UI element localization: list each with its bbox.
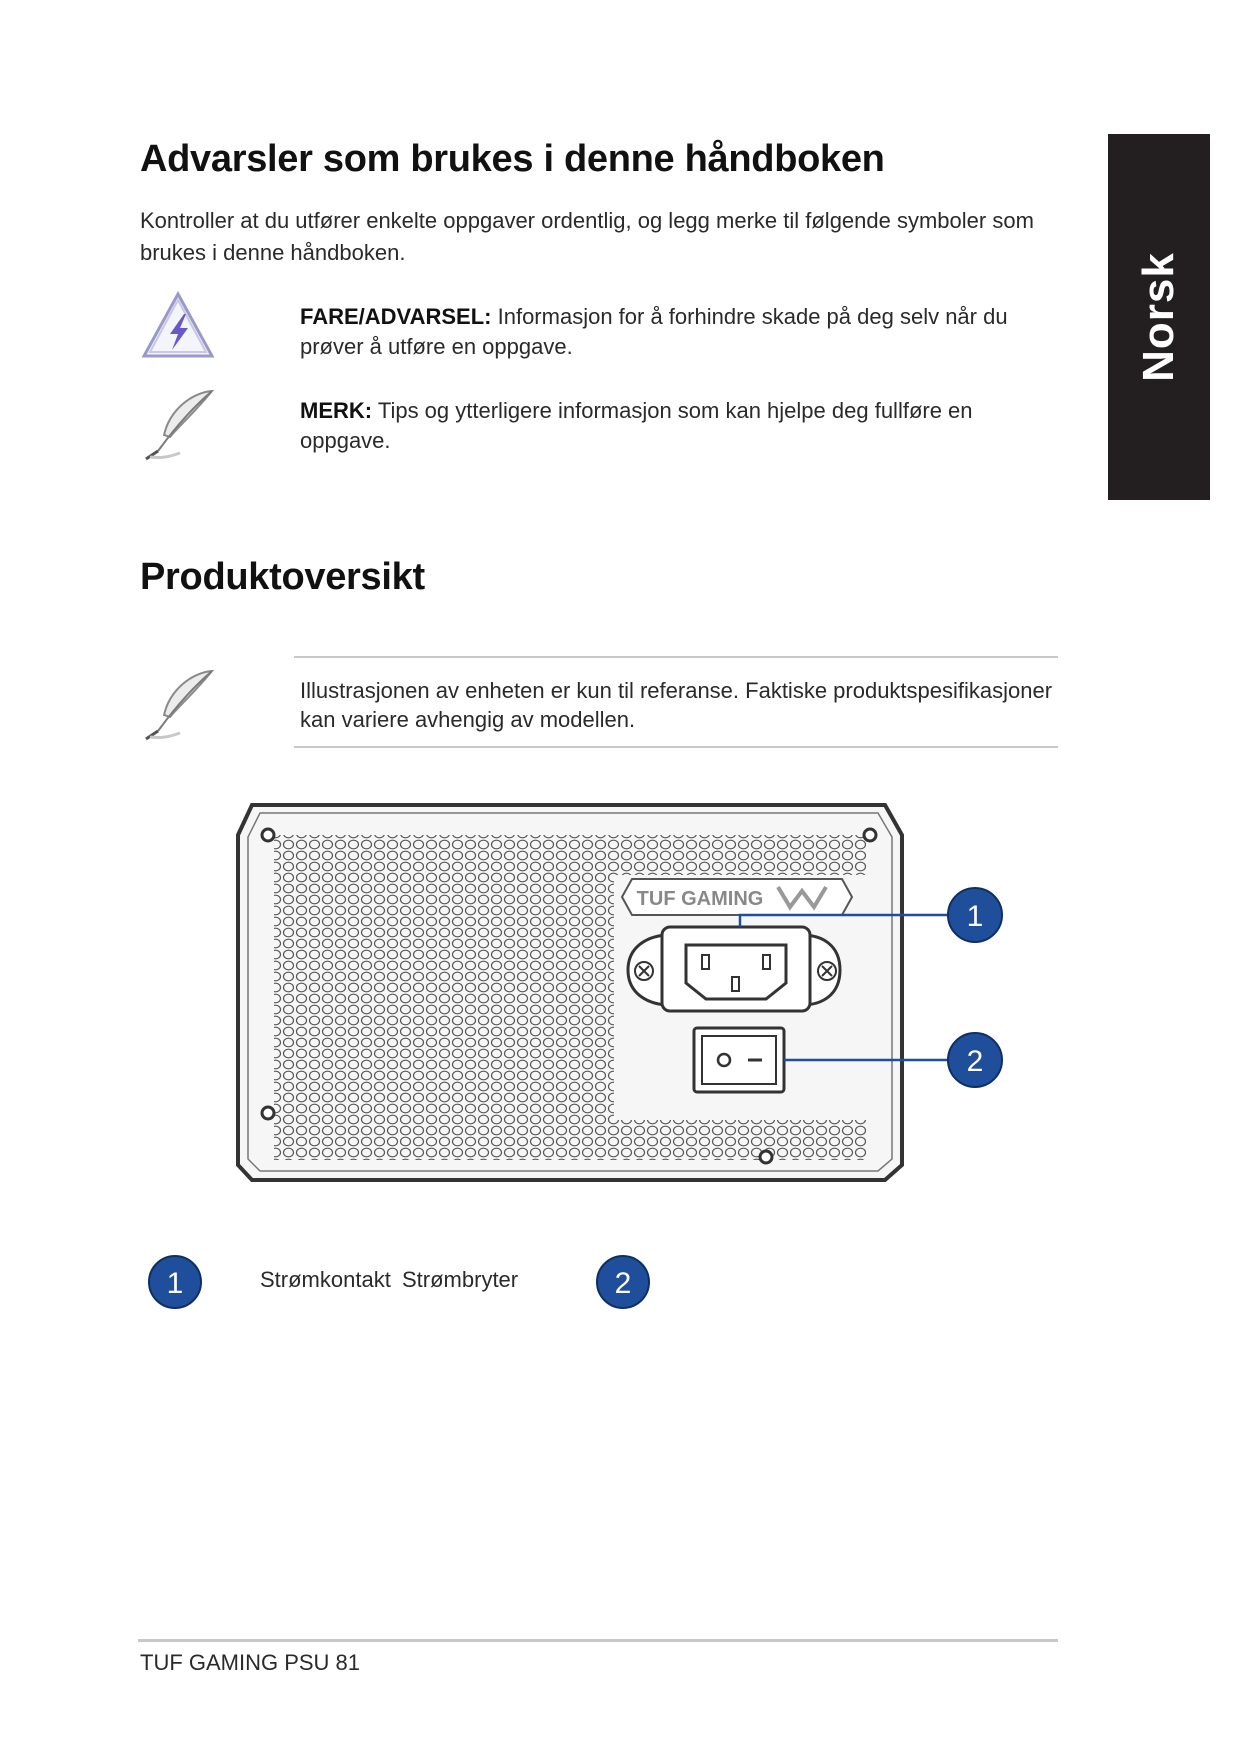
legend-badge-2 bbox=[594, 1253, 652, 1311]
warning-text: Informasjon for å forhindre skade på deg selv når du prøver å utføre en oppgave. bbox=[300, 304, 1008, 359]
language-tab bbox=[1108, 134, 1210, 500]
callout-2-number: 2 bbox=[966, 1045, 984, 1078]
overview-note: Illustrasjonen av enheten er kun til referanse. Faktiske produktspesifikasjoner kan variere avhengig av modellen. bbox=[300, 678, 1053, 732]
psu-rear-diagram bbox=[230, 795, 1010, 1195]
warnings-title: Advarsler som brukes i denne håndboken bbox=[140, 138, 885, 180]
merk-note bbox=[300, 396, 1060, 456]
legend-2-number: 2 bbox=[614, 1267, 632, 1300]
footer-rule bbox=[138, 1639, 1058, 1642]
note-top-rule bbox=[294, 656, 1058, 658]
legend-1-number: 1 bbox=[166, 1267, 184, 1300]
note-bottom-rule bbox=[294, 746, 1058, 748]
warning-label: FARE/ADVARSEL: bbox=[300, 304, 492, 329]
language-tab-label: Norsk bbox=[1134, 252, 1183, 382]
legend-label-2: Strømbryter bbox=[402, 1267, 519, 1292]
feather-pen-icon bbox=[140, 385, 220, 465]
warnings-intro: Kontroller at du utfører enkelte oppgaver ordentlig, og legg merke til følgende symboler som brukes i denne håndboken. bbox=[140, 208, 1034, 265]
legend-badge-1 bbox=[146, 1253, 204, 1311]
psu-logo-text: TUF GAMING bbox=[636, 888, 764, 910]
merk-label: MERK: bbox=[300, 398, 373, 423]
legend-label-1: Strømkontakt bbox=[260, 1267, 391, 1292]
warning-lightning-icon bbox=[140, 290, 216, 362]
warning-note bbox=[300, 302, 1060, 362]
callout-1-number: 1 bbox=[966, 900, 984, 933]
overview-title: Produktoversikt bbox=[140, 556, 425, 598]
feather-pen-icon bbox=[140, 665, 220, 745]
footer-page-label: TUF GAMING PSU 81 bbox=[140, 1650, 361, 1675]
merk-text: Tips og ytterligere informasjon som kan hjelpe deg fullføre en oppgave. bbox=[300, 398, 973, 453]
